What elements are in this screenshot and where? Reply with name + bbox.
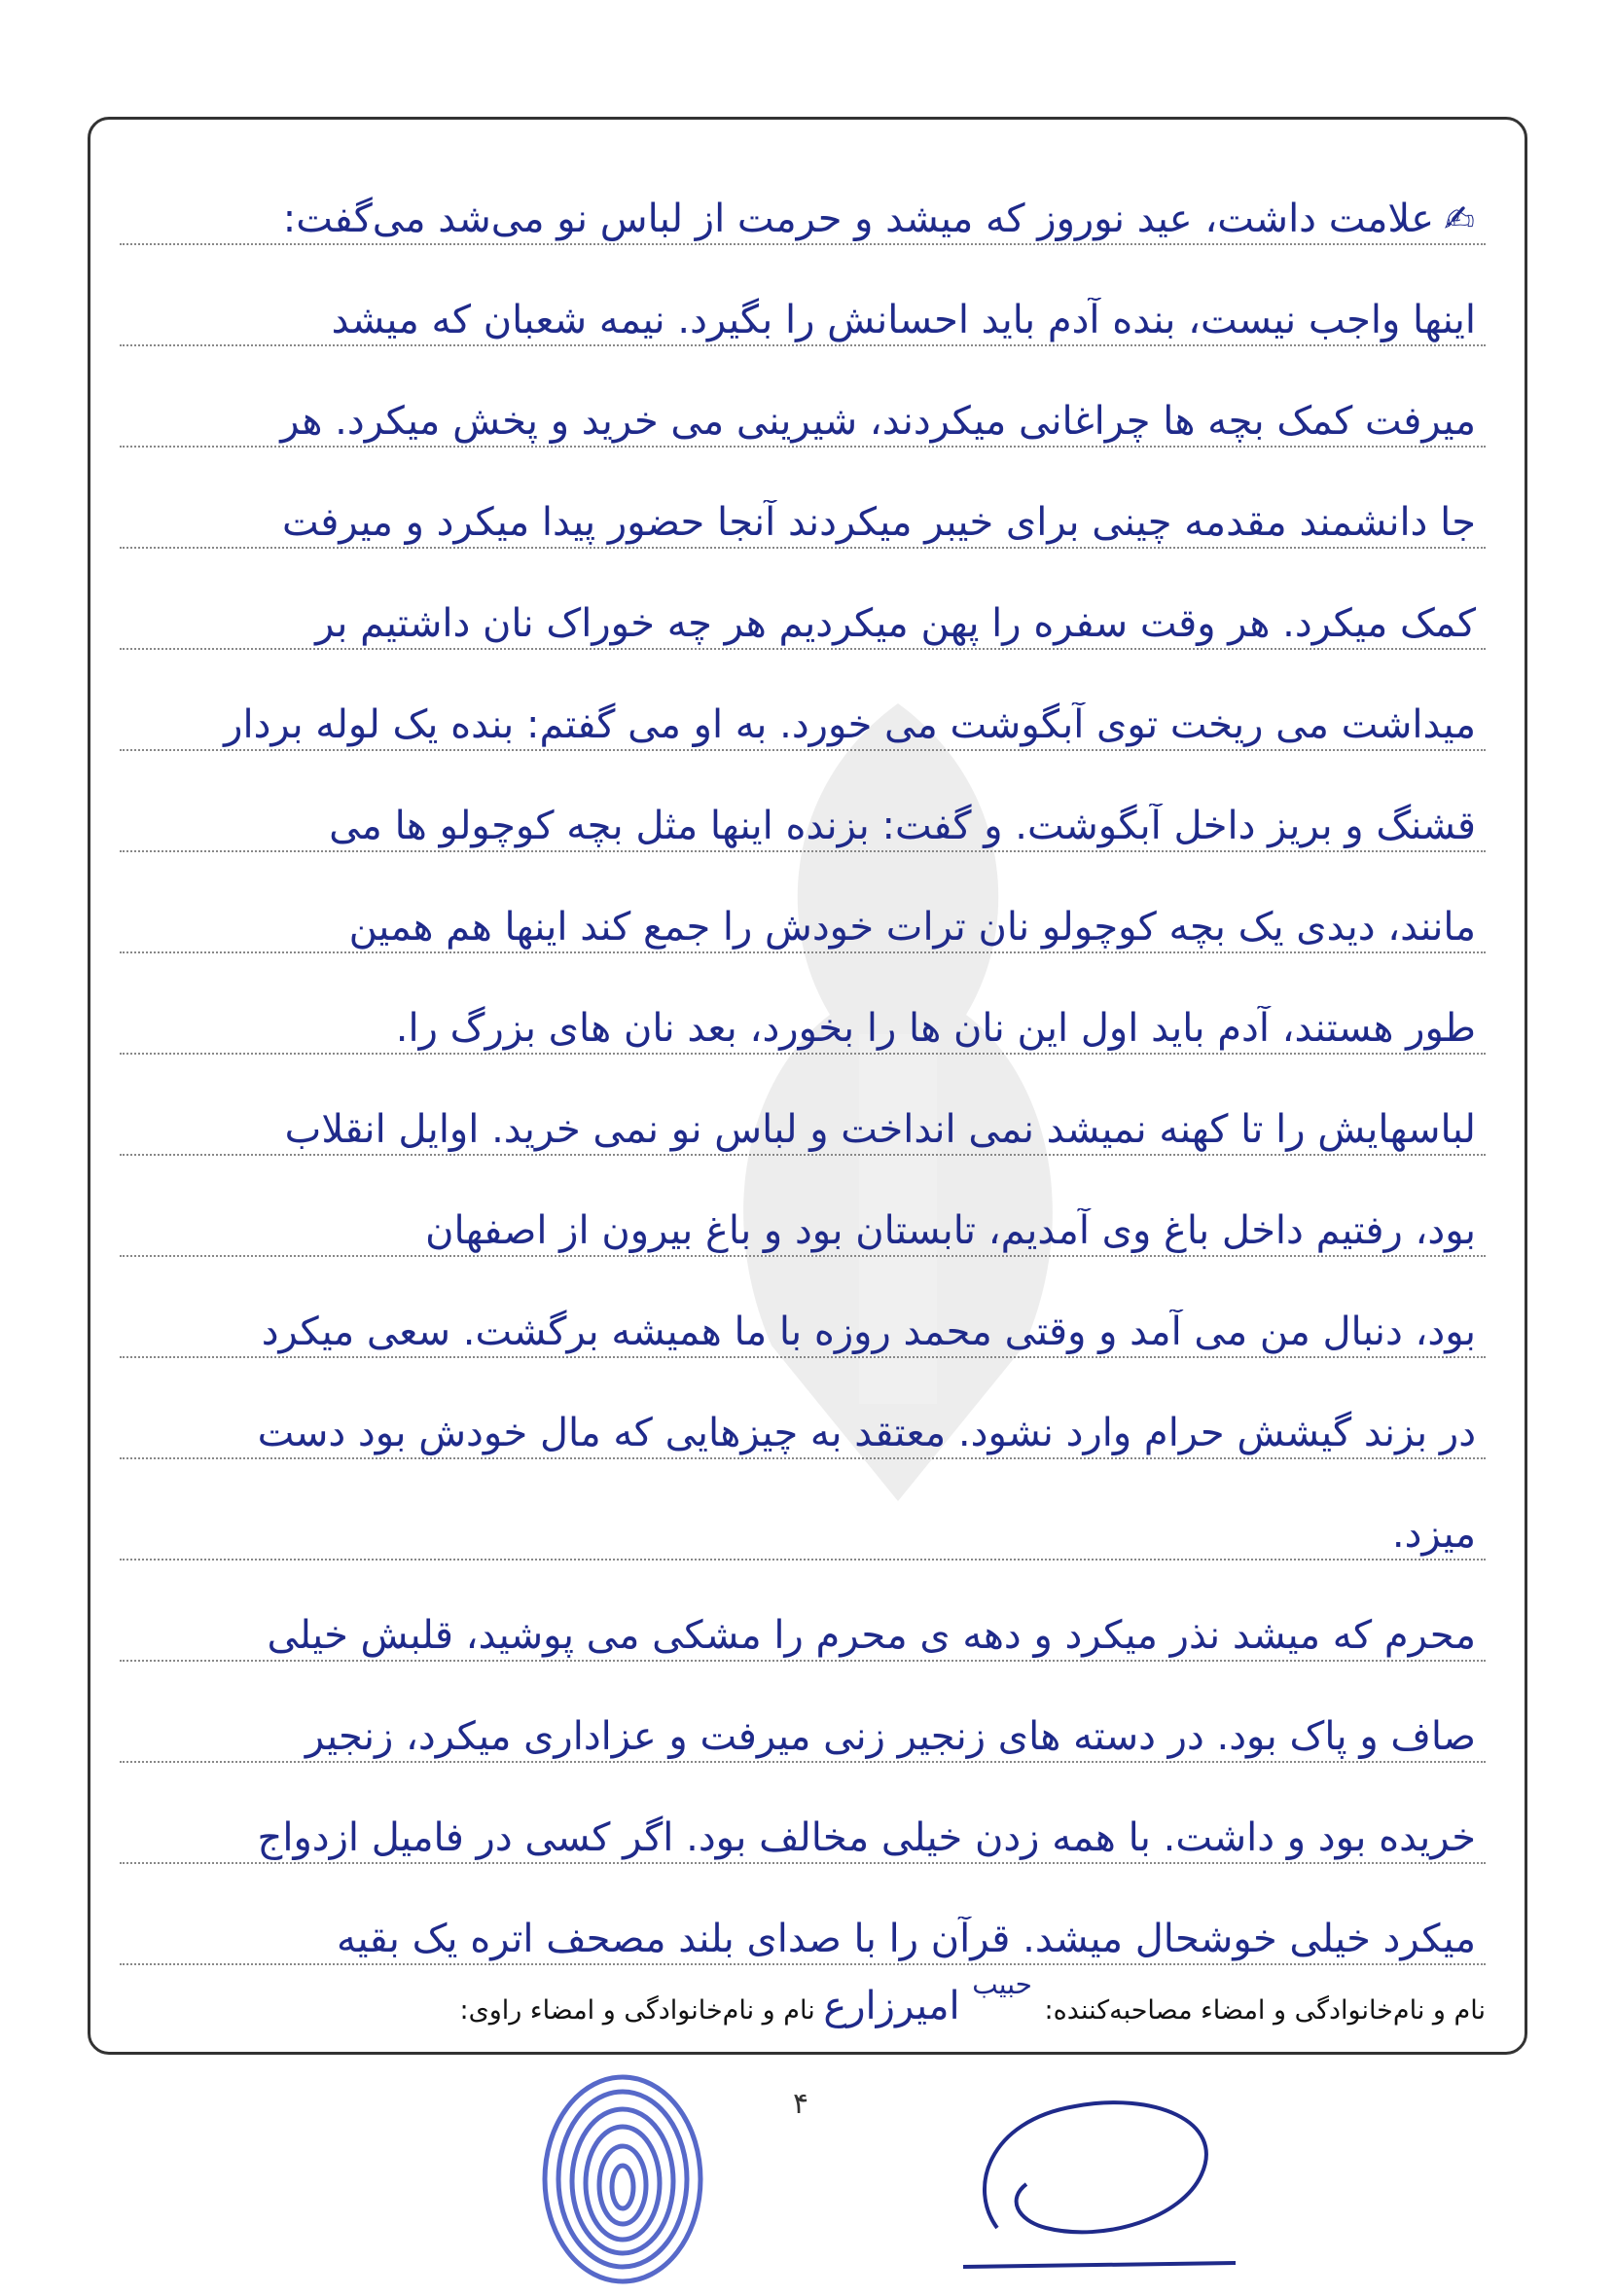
text-line: لباسهایش را تا کهنه نمیشد نمی انداخت و لباس نو نمی خرید. اوایل انقلاب <box>120 1084 1486 1185</box>
text-line: صاف و پاک بود. در دسته های زنجیر زنی میرفت و عزاداری میکرد، زنجیر <box>120 1691 1486 1792</box>
text-line: خریده بود و داشت. با همه زدن خیلی مخالف بود. اگر کسی در فامیل ازدواج <box>120 1792 1486 1893</box>
text-line: بود، دنبال من می آمد و وقتی محمد روزه با ما همیشه برگشت. سعی میکرد <box>120 1286 1486 1387</box>
text-line: میرفت کمک بچه ها چراغانی میکردند، شیرینی می خرید و پخش میکرد. هر <box>120 376 1486 477</box>
text-line: ✍علامت داشت، عید نوروز که میشد و حرمت از لباس نو می‌شد می‌گفت: <box>120 173 1486 274</box>
interviewer-label: نام و نام‌خانوادگی و امضاء مصاحبه‌کننده: <box>1044 1995 1486 2026</box>
narrator-label: نام و نام‌خانوادگی و امضاء راوی: <box>459 1995 815 2026</box>
text-line: قشنگ و بریز داخل آبگوشت. و گفت: بزنده اینها مثل بچه کوچولو ها می <box>120 780 1486 881</box>
fingerprint-stamp <box>530 2063 715 2291</box>
handwritten-body <box>120 173 1486 1994</box>
text-line: میزد. <box>120 1489 1486 1590</box>
interviewer-name: امیرزارع <box>823 1984 960 2028</box>
text-line: میکرد خیلی خوشحال میشد. قرآن را با صدای بلند مصحف اتره یک بقیه <box>120 1893 1486 1994</box>
text-line: جا دانشمند مقدمه چینی برای خیبر میکردند آنجا حضور پیدا میکرد و میرفت <box>120 477 1486 578</box>
page-number: ۴ <box>793 2087 809 2121</box>
text-line: بود، رفتیم داخل باغ وی آمدیم، تابستان بود و باغ بیرون از اصفهان <box>120 1185 1486 1286</box>
text-line: مانند، دیدی یک بچه کوچولو نان ترات خودش را جمع کند اینها هم همین <box>120 881 1486 983</box>
text-line: محرم که میشد نذر میکرد و دهه ی محرم را مشکی می پوشید، قلبش خیلی <box>120 1590 1486 1691</box>
page-frame <box>88 117 1527 2055</box>
signature-scribble <box>958 2082 1240 2277</box>
text-line: اینها واجب نیست، بنده آدم باید احسانش را بگیرد. نیمه شعبان که میشد <box>120 274 1486 376</box>
text-line: کمک میکرد. هر وقت سفره را پهن میکردیم هر چه خوراک نان داشتیم بر <box>120 578 1486 679</box>
text-line: میداشت می ریخت توی آبگوشت می خورد. به او می گفتم: بنده یک لوله بردار <box>120 679 1486 780</box>
text-line: در بزند گیشش حرام وارد نشود. معتقد به چیزهایی که مال خودش بود دست <box>120 1387 1486 1489</box>
text-line: طور هستند، آدم باید اول این نان ها را بخورد، بعد نان های بزرگ را. <box>120 983 1486 1084</box>
signature-footer <box>129 1968 1486 2028</box>
pen-icon: ✍ <box>1444 197 1476 240</box>
interviewer-firstname: حبیب <box>972 1968 1032 2000</box>
